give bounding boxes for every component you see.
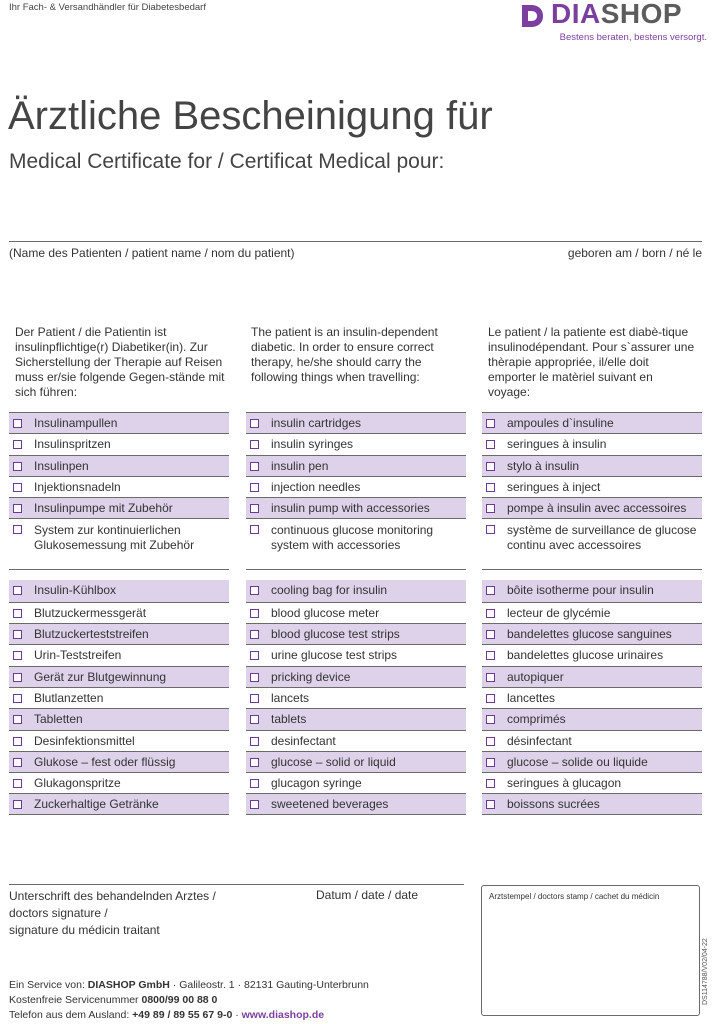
checklist-item [9,751,229,772]
checklist-item [482,623,702,644]
checklist-item [246,580,466,601]
logo-slogan: Bestens beraten, bestens versorgt. [559,32,707,43]
checklist-item [482,433,702,454]
checklist-item-label: Blutzuckermessgerät [34,605,147,620]
checklist-item-label: insulin pump with accessories [271,501,430,516]
checklist-item [482,644,702,665]
signature-line[interactable] [9,884,464,885]
checklist-item-label: continuous glucose monitoring system with accessories [271,523,434,553]
checklist-item [482,793,702,814]
checkbox[interactable] [250,440,259,449]
checklist-item [9,793,229,814]
checklist-item-label: pricking device [271,669,351,684]
checkbox[interactable] [250,609,259,618]
checklist-item [482,666,702,687]
checklist-item-label: bôite isotherme pour insulin [507,583,654,598]
checklist-item-label: sweetened beverages [271,797,389,812]
checklist-item [246,793,466,814]
checklist-item [246,433,466,454]
checklist-item-label: Insulin-Kühlbox [34,583,117,598]
checklist-item [9,412,229,433]
checkbox[interactable] [486,651,495,660]
checklist-item [482,687,702,708]
checklist-item-label: Blutlanzetten [34,690,104,705]
checkbox[interactable] [13,462,22,471]
checkbox[interactable] [486,673,495,682]
checklist-item [9,644,229,665]
checklist-item-label: Insulinpumpe mit Zubehör [34,501,173,516]
checklist-item-label: boissons sucrées [507,797,600,812]
checklist-item-label: insulin pen [271,458,329,473]
checkbox[interactable] [13,758,22,767]
checklist-item [246,644,466,665]
checklist-item [482,730,702,751]
checklist-item-label: Insulinampullen [34,416,118,430]
checklist-item [482,497,702,518]
checkbox[interactable] [486,483,495,492]
checklist-english [246,412,466,815]
checklist-item [482,476,702,497]
diashop-logo-icon [519,3,545,29]
checkbox[interactable] [486,737,495,746]
checkbox[interactable] [486,462,495,471]
checklist-item-label: tablets [271,712,307,727]
checklist-item [482,772,702,793]
checklist-item-label: comprimés [507,712,566,727]
checkbox[interactable] [13,715,22,724]
checkbox[interactable] [250,525,259,534]
checklist-item [9,518,229,569]
checkbox[interactable] [250,483,259,492]
checkbox[interactable] [250,673,259,682]
checkbox[interactable] [486,800,495,809]
patient-name-label: (Name des Patienten / patient name / nom du patient) [9,246,295,260]
checkbox[interactable] [13,586,22,595]
checklist-item-label: Insulinpen [34,458,89,473]
document-number: DS114788/V02/04-22 [702,938,709,1005]
checkbox[interactable] [13,419,22,428]
checklist-item [9,497,229,518]
checklist-item [246,708,466,729]
checklist-item [9,433,229,454]
checkbox[interactable] [486,504,495,513]
signature-label: Unterschrift des behandelnden Arztes / doctors signature / signature du médicin traitant [9,889,216,937]
checkbox[interactable] [13,673,22,682]
checklist-item-label: Tabletten [34,712,83,727]
checklist-item-label: autopiquer [507,669,564,684]
checklist-item [9,730,229,751]
checkbox[interactable] [486,630,495,639]
checkbox[interactable] [250,651,259,660]
doctor-stamp-box[interactable] [481,885,700,1016]
checkbox[interactable] [486,694,495,703]
checkbox[interactable] [486,779,495,788]
checklist-item [246,455,466,476]
checklist-item [246,666,466,687]
checkbox[interactable] [13,504,22,513]
checkbox[interactable] [486,609,495,618]
checklist-item [9,708,229,729]
checklist-item [246,412,466,433]
checklist-item [482,580,702,601]
checklist-item [246,602,466,623]
checklist-item-label: insulin syringes [271,437,354,452]
list-divider [246,569,466,580]
footer-address: Ein Service von: DIASHOP GmbH · Galileostr. 1 · 82131 Gauting-Unterbrunn [9,979,369,991]
checkbox[interactable] [250,630,259,639]
checklist-item-label: désinfectant [507,733,572,748]
checklist-french [482,412,702,815]
checklist-item [482,518,702,569]
checklist-item-label: injection needles [271,479,361,494]
checkbox[interactable] [13,440,22,449]
footer [9,978,369,1023]
checkbox[interactable] [250,737,259,746]
patient-name-line[interactable] [9,241,702,242]
checklist-item-label: Insulinspritzen [34,437,111,452]
checklist-item-label: lancettes [507,690,556,705]
checklist-item [482,751,702,772]
checklist-item-label: seringues à insulin [507,437,607,452]
checklist-item-label: blood glucose meter [271,605,380,620]
checkbox[interactable] [486,419,495,428]
checklist-item [9,772,229,793]
checklist-item [246,623,466,644]
checklist-item-label: bandelettes glucose sanguines [507,627,672,642]
checklist-item [9,687,229,708]
checkbox[interactable] [250,462,259,471]
checklist-item-label: Urin-Teststreifen [34,648,122,663]
checklist-item-label: système de surveillance de glucose continu avec accessoires [507,523,697,553]
checklist-item-label: glucagon syringe [271,776,362,791]
checkbox[interactable] [250,419,259,428]
checkbox[interactable] [250,779,259,788]
checkbox[interactable] [250,715,259,724]
checklist-item-label: glucose – solide ou liquide [507,754,648,769]
page-subtitle: Medical Certificate for / Certificat Medical pour: [9,150,445,173]
checklist-item [482,602,702,623]
checkbox[interactable] [13,609,22,618]
checklist-german [9,412,229,815]
page-title: Ärztliche Bescheinigung für [8,94,493,138]
checkbox[interactable] [13,779,22,788]
checklist-item [246,476,466,497]
checkbox[interactable] [486,525,495,534]
checkbox[interactable] [13,800,22,809]
checklist-item-label: blood glucose test strips [271,627,400,642]
checklist-item [246,687,466,708]
checklist-item-label: lecteur de glycémie [507,605,611,620]
checkbox[interactable] [250,586,259,595]
checklist-item [9,602,229,623]
checkbox[interactable] [13,737,22,746]
checkbox[interactable] [13,651,22,660]
checkbox[interactable] [486,715,495,724]
checklist-item-label: Gerät zur Blutgewinnung [34,669,167,684]
date-label: Datum / date / date [316,888,419,902]
checkbox[interactable] [250,504,259,513]
checklist-item-label: ampoules d`insuline [507,416,614,430]
checklist-item-label: urine glucose test strips [271,648,398,663]
checklist-item-label: desinfectant [271,733,336,748]
checklist-item [482,412,702,433]
intro-english: The patient is an insulin-dependent diabetic. In order to ensure correct therapy, he/she should carry the following things when travelling: [251,325,438,384]
checklist-item [246,772,466,793]
footer-phone: Telefon aus dem Ausland: +49 89 / 89 55 67 9-0 · www.diashop.de [9,1009,325,1021]
diashop-logo [519,2,709,46]
checklist-item [9,580,229,601]
checkbox[interactable] [13,525,22,534]
checkbox[interactable] [250,694,259,703]
checkbox[interactable] [250,800,259,809]
checklist-item-label: Zuckerhaltige Getränke [34,797,159,812]
intro-french: Le patient / la patiente est diabè-tique insulinodépendant. Pour s`assurer une thèrapie appropriée, il/elle doit emporter le matèriel suivant en voyage: [488,325,695,399]
checklist-item-label: pompe à insulin avec accessoires [507,501,687,516]
checklist-item-label: seringues à inject [507,479,601,494]
logo-wordmark: DIASHOP [551,0,683,29]
checklist-item-label: Injektionsnadeln [34,479,121,494]
checklist-item [9,666,229,687]
checklist-item-label: cooling bag for insulin [271,583,388,598]
checklist-item [246,497,466,518]
tagline: Ihr Fach- & Versandhändler für Diabetesbedarf [9,2,206,13]
checkbox[interactable] [250,758,259,767]
checkbox[interactable] [486,586,495,595]
checklist-item [482,455,702,476]
website-link[interactable]: www.diashop.de [241,1009,325,1021]
checklist-item-label: Glukose – fest oder flüssig [34,754,176,769]
stamp-label: Arztstempel / doctors stamp / cachet du médicin [489,892,660,901]
checklist-item-label: bandelettes glucose urinaires [507,648,664,663]
checkbox[interactable] [486,758,495,767]
checkbox[interactable] [13,630,22,639]
checklist-item [9,476,229,497]
checklist-item [9,455,229,476]
checklist-item [246,518,466,569]
checklist-item-label: Glukagonspritze [34,776,121,791]
checkbox[interactable] [13,694,22,703]
checklist-item-label: stylo à insulin [507,458,580,473]
checklist-item-label: glucose – solid or liquid [271,754,396,769]
checklist-item [246,730,466,751]
checklist-item [482,708,702,729]
checklist-item-label: lancets [271,690,310,705]
checkbox[interactable] [486,440,495,449]
list-divider [9,569,229,580]
checklist-item-label: Desinfektionsmittel [34,733,135,748]
checklist-item-label: System zur kontinuierlichen Glukosemessung mit Zubehör [34,523,195,553]
birthdate-label: geboren am / born / né le [567,246,702,260]
checkbox[interactable] [13,483,22,492]
footer-service: Kostenfreie Servicenummer 0800/99 00 88 0 [9,994,218,1006]
list-divider [482,569,702,580]
checklist-item [9,623,229,644]
checklist-item-label: Blutzuckerteststreifen [34,627,149,642]
checklist-item-label: insulin cartridges [271,416,362,430]
checklist-item [246,751,466,772]
intro-german: Der Patient / die Patientin ist insulinpflichtige(r) Diabetiker(in). Zur Sicherstellung der Therapie auf Reisen muss er/sie folgende Gegen-stände mit sich führen: [15,325,225,399]
checklist-item-label: seringues à glucagon [507,776,622,791]
